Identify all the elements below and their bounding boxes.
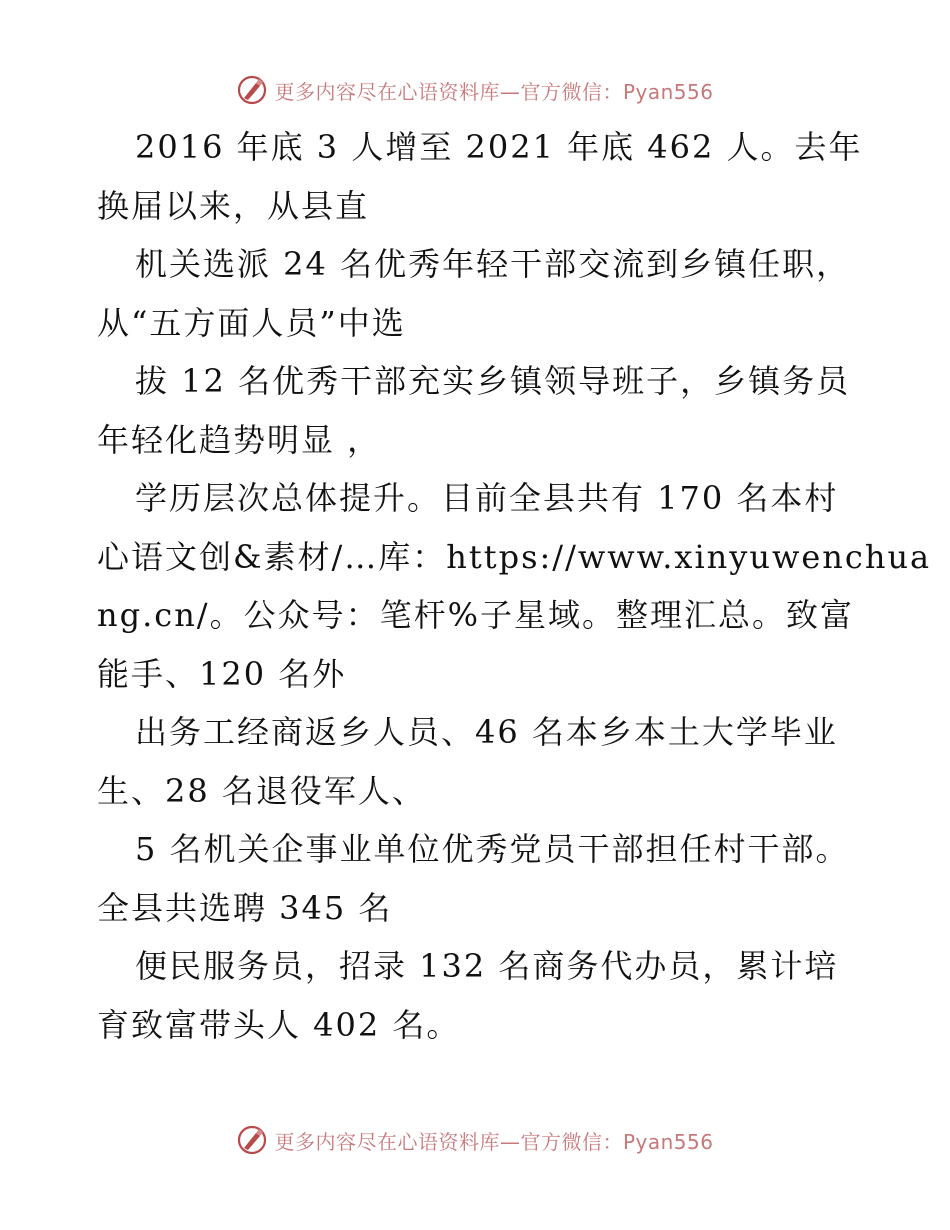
body-line: 育致富带头人 402 名。	[97, 1005, 461, 1044]
body-line: 能手、120 名外	[97, 654, 347, 693]
body-line: 5 名机关企事业单位优秀党员干部担任村干部。	[135, 830, 850, 868]
footer-watermark	[0, 1120, 950, 1160]
body-line: 换届以来，从县直	[97, 186, 370, 225]
document-body	[97, 118, 932, 1054]
body-line: 心语文创&素材/…库：https://www.xinyuwenchua	[97, 537, 932, 576]
pen-quill-logo-icon	[236, 74, 268, 106]
body-line: 拔 12 名优秀干部充实乡镇领导班子，乡镇务员	[135, 362, 851, 400]
body-line: ng.cn/。公众号：笔杆%子星域。整理汇总。致富	[97, 596, 854, 634]
body-line: 年轻化趋势明显 ，	[97, 420, 382, 459]
body-line: 学历层次总体提升。目前全县共有 170 名本村	[135, 479, 839, 517]
body-line: 全县共选聘 345 名	[97, 888, 393, 927]
footer-watermark-text: 更多内容尽在心语资料库—官方微信：Pyan556	[274, 1129, 714, 1154]
header-watermark-text: 更多内容尽在心语资料库—官方微信：Pyan556	[274, 79, 714, 104]
body-line: 机关选派 24 名优秀年轻干部交流到乡镇任职，	[135, 245, 851, 283]
body-line: 生、28 名退役军人、	[97, 771, 426, 810]
body-line: 便民服务员，招录 132 名商务代办员，累计培	[135, 947, 839, 985]
body-line: 出务工经商返乡人员、46 名本乡本土大学毕业	[135, 713, 838, 751]
header-watermark	[0, 70, 950, 110]
body-line: 从“五方面人员”中选	[97, 303, 406, 342]
body-line: 2016 年底 3 人增至 2021 年底 462 人。去年	[135, 128, 863, 166]
pen-quill-logo-icon	[236, 1124, 268, 1156]
